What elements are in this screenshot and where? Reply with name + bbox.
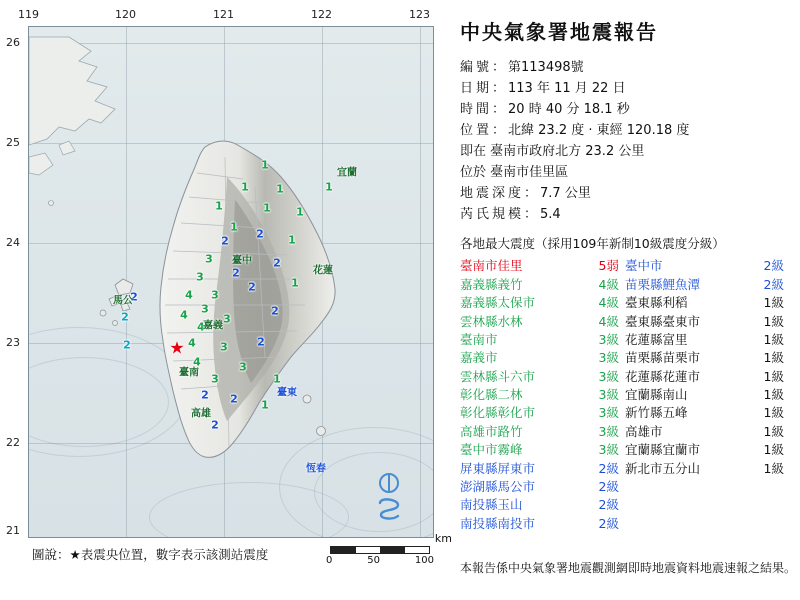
- station-intensity-value: 3: [201, 302, 209, 316]
- intensity-place: 新北市五分山: [625, 460, 701, 476]
- report-line-value: 第113498號: [508, 60, 584, 75]
- report-line-value: 113 年 11 月 22 日: [508, 81, 626, 97]
- intensity-place: 雲林縣水林: [460, 313, 523, 329]
- intensity-level: 2級: [763, 258, 784, 274]
- city-label: 高雄: [191, 408, 211, 420]
- station-intensity-value: 3: [211, 372, 219, 386]
- intensity-place: 高雄市路竹: [460, 423, 523, 439]
- intensity-level: 1級: [763, 423, 784, 439]
- intensity-level: 1級: [763, 387, 784, 402]
- intensity-place: 嘉義市: [460, 350, 498, 366]
- intensity-level: 5弱: [598, 258, 619, 274]
- intensity-place: 雲林縣斗六市: [460, 368, 536, 384]
- intensity-level: 2級: [598, 497, 619, 513]
- station-intensity-value: 3: [223, 312, 231, 326]
- scale-bar-segments: [330, 546, 430, 554]
- station-intensity-value: 4: [180, 308, 188, 322]
- station-intensity-value: 2: [121, 310, 129, 324]
- intensity-level: 2級: [598, 478, 619, 494]
- intensity-level: 4級: [598, 276, 619, 292]
- intensity-row: [625, 276, 790, 294]
- station-intensity-value: 2: [248, 280, 256, 294]
- intensity-level: 3級: [598, 442, 619, 458]
- intensity-row: [460, 313, 625, 331]
- intensity-place: 苗栗縣苗栗市: [625, 350, 701, 366]
- intensity-row: [460, 257, 625, 275]
- station-intensity-value: 4: [185, 288, 193, 302]
- intensity-level: 1級: [763, 442, 784, 458]
- station-intensity-value: 1: [261, 398, 269, 412]
- scale-bar-ticks: [326, 555, 434, 566]
- city-label: 恆春: [306, 463, 326, 475]
- report-title: 中央氣象署地震報告: [460, 20, 658, 44]
- intensity-place: 嘉義縣太保市: [460, 295, 536, 311]
- compass-rose-icon: [369, 469, 409, 521]
- scale-tick-1: 50: [367, 555, 380, 566]
- station-intensity-value: 2: [273, 256, 281, 270]
- intensity-level: 2級: [763, 276, 784, 292]
- intensity-row: [460, 349, 625, 367]
- station-intensity-value: 1: [215, 199, 223, 213]
- city-label: 花蓮: [313, 265, 333, 277]
- report-line: [460, 141, 790, 162]
- station-intensity-value: 1: [296, 205, 304, 219]
- intensity-level: 2級: [598, 460, 619, 476]
- intensity-row: [460, 404, 625, 422]
- intensity-level: 1級: [763, 313, 784, 329]
- intensity-level: 1級: [763, 368, 784, 384]
- intensity-level: 3級: [598, 350, 619, 366]
- station-intensity-value: 3: [205, 252, 213, 266]
- report-line: [460, 120, 790, 141]
- intensity-level: 4級: [598, 313, 619, 329]
- station-intensity-value: 2: [257, 335, 265, 349]
- station-intensity-value: 2: [256, 227, 264, 241]
- report-detail-lines: [460, 57, 790, 225]
- report-line-label: 編號：: [460, 60, 509, 75]
- station-intensity-value: 2: [130, 290, 138, 304]
- report-line: [460, 162, 790, 183]
- report-line-label: 位置：: [460, 123, 509, 139]
- report-line: [460, 57, 790, 78]
- intensity-level: 1級: [763, 331, 784, 347]
- y-axis-label-3: 23: [6, 336, 20, 349]
- intensity-place: 宜蘭縣宜蘭市: [625, 442, 701, 458]
- station-intensity-value: 3: [239, 360, 247, 374]
- station-intensity-value: 1: [291, 276, 299, 290]
- intensity-place: 臺中市: [625, 258, 663, 274]
- report-line-label: 時間：: [460, 102, 509, 118]
- intensity-row: [625, 331, 790, 349]
- intensity-place: 臺南市佳里: [460, 258, 523, 274]
- intensity-level: 3級: [598, 405, 619, 421]
- intensity-column-right: [625, 257, 790, 533]
- station-intensity-value: 2: [232, 266, 240, 280]
- city-label: 臺東: [277, 387, 297, 399]
- city-label: 臺中: [232, 255, 252, 267]
- report-line-value: 即在 臺南市政府北方 23.2 公里: [460, 144, 645, 160]
- intensity-row: [460, 276, 625, 294]
- report-line-value: 7.7 公里: [540, 186, 591, 202]
- station-intensity-value: 1: [276, 182, 284, 196]
- intensity-place: 南投縣南投市: [460, 515, 536, 531]
- station-intensity-value: 2: [201, 388, 209, 402]
- x-axis-label-3: 122: [311, 8, 332, 21]
- intensity-row: [625, 386, 790, 404]
- report-line-value: 位於 臺南市佳里區: [460, 165, 569, 181]
- intensity-place: 花蓮縣花蓮市: [625, 368, 701, 384]
- y-axis-label-5: 21: [6, 524, 20, 537]
- intensity-place: 高雄市: [625, 423, 663, 439]
- station-intensity-value: 4: [188, 336, 196, 350]
- station-intensity-value: 1: [241, 180, 249, 194]
- intensity-place: 屏東縣屏東市: [460, 460, 536, 476]
- station-intensity-value: 1: [263, 201, 271, 215]
- intensity-level: 3級: [598, 387, 619, 402]
- map-legend: [32, 545, 268, 563]
- epicenter-star-marker: ★: [169, 338, 185, 359]
- intensity-table: [460, 257, 790, 533]
- intensity-column-left: [460, 257, 625, 533]
- station-intensity-value: 1: [325, 180, 333, 194]
- report-line-label: 日期：: [460, 81, 509, 97]
- scale-bar: [326, 532, 452, 566]
- intensity-row: [625, 423, 790, 441]
- intensity-level: 3級: [598, 331, 619, 347]
- intensity-row: [460, 496, 625, 514]
- intensity-row: [625, 404, 790, 422]
- station-intensity-value: 1: [261, 158, 269, 172]
- report-line-value: 北緯 23.2 度 · 東經 120.18 度: [508, 123, 690, 139]
- intensity-place: 臺中市霧峰: [460, 442, 523, 458]
- intensity-row: [625, 313, 790, 331]
- intensity-row: [460, 460, 625, 478]
- intensity-row: [460, 478, 625, 496]
- intensity-place: 臺東縣臺東市: [625, 313, 701, 329]
- station-intensity-value: 2: [123, 338, 131, 352]
- intensity-row: [460, 423, 625, 441]
- intensity-row: [460, 441, 625, 459]
- station-intensity-value: 3: [196, 270, 204, 284]
- intensity-heading: 各地最大震度（採用109年新制10級震度分級）: [460, 236, 725, 252]
- intensity-level: 2級: [598, 515, 619, 531]
- intensity-place: 臺東縣利稻: [625, 295, 688, 311]
- scale-tick-0: 0: [326, 555, 333, 566]
- city-label: 臺南: [179, 367, 199, 379]
- station-intensity-value: 2: [230, 392, 238, 406]
- intensity-level: 1級: [763, 295, 784, 311]
- intensity-place: 嘉義縣義竹: [460, 276, 523, 292]
- intensity-place: 宜蘭縣南山: [625, 387, 688, 402]
- report-line: [460, 78, 790, 99]
- intensity-place: 彰化縣二林: [460, 387, 523, 402]
- x-axis-label-1: 120: [115, 8, 136, 21]
- intensity-row: [460, 368, 625, 386]
- y-axis-label-0: 26: [6, 36, 20, 49]
- station-intensity-value: 2: [211, 418, 219, 432]
- intensity-place: 臺南市: [460, 331, 498, 347]
- station-intensity-value: 1: [288, 233, 296, 247]
- intensity-level: 1級: [763, 460, 784, 476]
- station-intensity-value: 4: [193, 355, 201, 369]
- station-intensity-value: 3: [211, 288, 219, 302]
- x-axis-label-4: 123: [409, 8, 430, 21]
- report-panel: [452, 0, 800, 600]
- station-intensity-value: 2: [221, 234, 229, 248]
- intensity-place: 苗栗縣鯉魚潭: [625, 276, 701, 292]
- landmass-layer: [29, 27, 434, 538]
- station-intensity-value: 3: [220, 340, 228, 354]
- intensity-place: 花蓮縣富里: [625, 331, 688, 347]
- y-axis-label-4: 22: [6, 436, 20, 449]
- intensity-row: [460, 515, 625, 533]
- city-label: 宜蘭: [337, 167, 357, 179]
- report-line: [460, 99, 790, 120]
- intensity-row: [625, 349, 790, 367]
- x-axis-label-0: 119: [18, 8, 39, 21]
- report-line: [460, 204, 790, 225]
- station-intensity-value: 1: [230, 220, 238, 234]
- intensity-row: [460, 294, 625, 312]
- intensity-row: [460, 331, 625, 349]
- report-line-label: 芮氏規模：: [460, 207, 541, 223]
- station-intensity-value: 2: [271, 304, 279, 318]
- intensity-level: 3級: [598, 423, 619, 439]
- city-label: 嘉義: [203, 320, 223, 332]
- intensity-level: 1級: [763, 350, 784, 366]
- intensity-level: 1級: [763, 405, 784, 421]
- station-intensity-value: 1: [273, 372, 281, 386]
- intensity-row: [625, 368, 790, 386]
- intensity-row: [625, 441, 790, 459]
- intensity-row: [625, 257, 790, 275]
- y-axis-label-2: 24: [6, 236, 20, 249]
- y-axis-label-1: 25: [6, 136, 20, 149]
- intensity-row: [625, 460, 790, 478]
- scale-tick-2: 100: [414, 555, 434, 566]
- report-line-value: 5.4: [540, 207, 561, 223]
- intensity-row: [460, 386, 625, 404]
- intensity-place: 澎湖縣馬公市: [460, 478, 536, 494]
- city-label: 馬公: [113, 295, 133, 307]
- intensity-place: 彰化縣彰化市: [460, 405, 536, 421]
- intensity-place: 南投縣玉山: [460, 497, 523, 513]
- legend-text: 圖說：★表震央位置，數字表示該測站震度: [32, 547, 269, 562]
- taiwan-map[interactable]: [28, 26, 434, 538]
- station-intensity-value: 4: [197, 320, 205, 334]
- x-axis-label-2: 121: [213, 8, 234, 21]
- report-line-label: 地震深度：: [460, 186, 541, 202]
- intensity-row: [625, 294, 790, 312]
- report-line: [460, 183, 790, 204]
- report-line-value: 20 時 40 分 18.1 秒: [508, 102, 630, 118]
- intensity-level: 3級: [598, 368, 619, 384]
- intensity-level: 4級: [598, 295, 619, 311]
- scale-unit-label: km: [434, 532, 452, 545]
- report-footnote: 本報告係中央氣象署地震觀測網即時地震資料地震速報之結果。: [460, 561, 797, 576]
- intensity-place: 新竹縣五峰: [625, 405, 688, 421]
